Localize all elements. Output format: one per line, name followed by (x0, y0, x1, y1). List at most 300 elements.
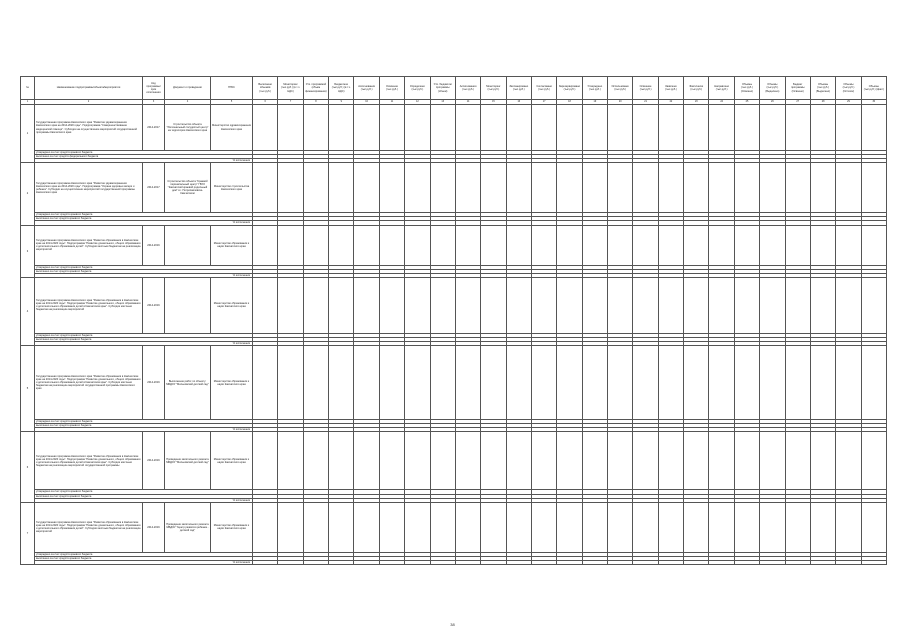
value-cell (810, 105, 835, 151)
value-cell (785, 105, 810, 151)
header-grbs: ГРБС (211, 77, 253, 100)
value-cell (709, 432, 734, 490)
value-cell (836, 560, 861, 564)
table-row (21, 346, 887, 420)
header-col: Бюджетное (тыс.руб.) (в т.ч. НДС) (329, 77, 354, 100)
header-col: Фактически (тыс.руб.) (684, 77, 709, 100)
program-document: Строительство объекта "Региональный сосудистый центр" на территории Камчатского края (165, 105, 211, 151)
program-document (165, 225, 211, 265)
value-cell (608, 560, 633, 564)
value-cell (810, 277, 835, 333)
value-cell (303, 225, 328, 265)
value-cell (608, 105, 633, 151)
value-cell (278, 346, 303, 420)
value-cell (354, 225, 379, 265)
value-cell (557, 502, 582, 552)
value-cell (684, 163, 709, 213)
header-col: Утв. бюджетом программы (объем) (430, 77, 455, 100)
program-document: Проведение капитального ремонта МБДОУ "Мильковский детский сад" (165, 432, 211, 490)
subrow-label: % исполнения (35, 273, 253, 277)
value-cell (785, 225, 810, 265)
value-cell (506, 277, 531, 333)
value-cell (608, 502, 633, 552)
header-col: Освоение (тыс.руб.) (633, 77, 658, 100)
program-period: 2014-2017 (143, 163, 165, 213)
header-col: Заявлено (тыс.руб.) (658, 77, 683, 100)
value-cell (658, 432, 683, 490)
program-name: Государственная программа Камчатского края "Развитие образования в Камчатском крае на 2014-2020 годы". Подпрограмма "Развитие дошкольного, общего образования и дополнительного образования детей". Субсидии местным бюджетам на реализацию мероприятий (35, 225, 143, 265)
value-cell (836, 346, 861, 420)
value-cell (861, 432, 886, 490)
row-number: 2 (21, 163, 35, 225)
value-cell (861, 346, 886, 420)
subrow-label: утверждено за счет средств краевого бюджета (35, 552, 253, 556)
column-number: 25 (734, 100, 759, 105)
subrow-label: утверждено за счет средств краевого бюджета (35, 490, 253, 494)
value-cell (329, 105, 354, 151)
value-cell (405, 277, 430, 333)
column-number: 11 (379, 100, 404, 105)
value-cell (303, 502, 328, 552)
value-cell (658, 277, 683, 333)
program-grbs: Министерство образования и науки Камчатского края (211, 432, 253, 490)
value-cell (633, 277, 658, 333)
header-col: Бюджет программы (Освоено) (785, 77, 810, 100)
column-number: 28 (810, 100, 835, 105)
value-cell (684, 432, 709, 490)
table-row (21, 105, 887, 151)
column-number: 18 (557, 100, 582, 105)
value-cell (329, 432, 354, 490)
program-period: 2014-2017 (143, 105, 165, 151)
header-col: Ассигнования (тыс.руб.) (455, 77, 480, 100)
page-number: 38 (450, 622, 455, 627)
column-number: 22 (658, 100, 683, 105)
column-number: 16 (506, 100, 531, 105)
value-cell (684, 346, 709, 420)
column-number: 27 (785, 100, 810, 105)
column-number: 4 (165, 100, 211, 105)
report-table (20, 76, 887, 565)
value-cell (760, 163, 785, 213)
value-cell (278, 105, 303, 151)
value-cell (430, 225, 455, 265)
header-col: Утверждено (тыс.руб.) (582, 77, 607, 100)
program-grbs: Министерство образования и науки Камчатского края (211, 225, 253, 265)
value-cell (430, 502, 455, 552)
value-cell (734, 502, 759, 552)
value-cell (303, 432, 328, 490)
value-cell (633, 560, 658, 564)
subrow-label: выполнено за счет средств краевого бюджета (35, 556, 253, 560)
value-cell (455, 277, 480, 333)
value-cell (531, 225, 556, 265)
value-cell (557, 105, 582, 151)
value-cell (506, 225, 531, 265)
value-cell (633, 432, 658, 490)
subrow-label: выполнено за счет средств краевого бюджета (35, 494, 253, 498)
value-cell (861, 560, 886, 564)
program-period: 2014-2016 (143, 346, 165, 420)
value-cell (405, 225, 430, 265)
program-document: Проведение капитального ремонта МБДОУ "Центр развития ребенка - детский сад" (165, 502, 211, 552)
value-cell (354, 105, 379, 151)
header-col: Определено (тыс.руб.) (405, 77, 430, 100)
value-cell (303, 346, 328, 420)
table-subrow (21, 560, 887, 564)
value-cell (253, 225, 278, 265)
program-period: 2014-2016 (143, 225, 165, 265)
value-cell (379, 163, 404, 213)
value-cell (405, 502, 430, 552)
value-cell (810, 346, 835, 420)
value-cell (785, 560, 810, 564)
value-cell (658, 225, 683, 265)
value-cell (455, 346, 480, 420)
program-name: Государственная программа Камчатского края "Развитие здравоохранения Камчатского края на 2014-2020 годы". Подпрограмма "Охрана здоровья матери и ребенка". Субсидии на осуществление мероприятий государственной программы Камчатского края (35, 163, 143, 213)
value-cell (430, 432, 455, 490)
value-cell (734, 560, 759, 564)
row-number: 5 (21, 346, 35, 432)
value-cell (455, 105, 480, 151)
value-cell (582, 163, 607, 213)
value-cell (379, 432, 404, 490)
header-col: Согласовано (тыс.руб.) (531, 77, 556, 100)
value-cell (506, 163, 531, 213)
value-cell (354, 432, 379, 490)
value-cell (278, 432, 303, 490)
value-cell (684, 502, 709, 552)
header-date: Код программы/ срок исполнения (143, 77, 165, 100)
column-number: 19 (582, 100, 607, 105)
value-cell (785, 502, 810, 552)
value-cell (455, 432, 480, 490)
value-cell (836, 277, 861, 333)
value-cell (481, 432, 506, 490)
value-cell (481, 502, 506, 552)
value-cell (760, 277, 785, 333)
row-number: 7 (21, 502, 35, 564)
subrow-label: % исполнения (35, 498, 253, 502)
value-cell (253, 105, 278, 151)
header-col: Объемы (тыс.руб.) (Выделено) (760, 77, 785, 100)
value-cell (481, 277, 506, 333)
value-cell (760, 105, 785, 151)
subrow-label: % исполнения (35, 221, 253, 225)
value-cell (430, 560, 455, 564)
value-cell (633, 163, 658, 213)
value-cell (734, 163, 759, 213)
value-cell (481, 105, 506, 151)
value-cell (379, 560, 404, 564)
header-col: Объемы (тыс.руб.) (Выделено) (810, 77, 835, 100)
program-name: Государственная программа Камчатского края "Развитие здравоохранения Камчатского края на 2014-2020 годы". Подпрограмма "Совершенствование медицинской помощи". Субсидии на осуществление мероприятий государственной программы Камчатского края (35, 105, 143, 151)
value-cell (531, 560, 556, 564)
row-number: 4 (21, 277, 35, 345)
column-number: 15 (481, 100, 506, 105)
value-cell (506, 346, 531, 420)
header-col: Запланировано (тыс.руб.) (506, 77, 531, 100)
value-cell (608, 432, 633, 490)
value-cell (608, 225, 633, 265)
column-number: 9 (329, 100, 354, 105)
value-cell (354, 277, 379, 333)
value-cell (329, 163, 354, 213)
value-cell (506, 560, 531, 564)
value-cell (608, 346, 633, 420)
value-cell (658, 346, 683, 420)
value-cell (684, 277, 709, 333)
program-grbs: Министерство образования и науки Камчатского края (211, 502, 253, 552)
value-cell (861, 502, 886, 552)
value-cell (506, 105, 531, 151)
column-number: 23 (684, 100, 709, 105)
value-cell (379, 277, 404, 333)
column-number: 17 (531, 100, 556, 105)
subrow-label: утверждено за счет средств краевого бюджета (35, 265, 253, 269)
value-cell (760, 225, 785, 265)
value-cell (278, 225, 303, 265)
column-number: 2 (35, 100, 143, 105)
value-cell (506, 432, 531, 490)
subrow-label: % исполнения (35, 560, 253, 564)
value-cell (608, 163, 633, 213)
value-cell (253, 560, 278, 564)
value-cell (785, 163, 810, 213)
value-cell (633, 346, 658, 420)
value-cell (709, 346, 734, 420)
value-cell (455, 560, 480, 564)
value-cell (557, 277, 582, 333)
subrow-label: выполнено за счет средств краевого бюджета (35, 337, 253, 341)
column-number: 20 (608, 100, 633, 105)
program-name: Государственная программа Камчатского края "Развитие образования в Камчатском крае на 2014-2020 годы". Подпрограмма "Развитие дошкольного, общего образования и дополнительного образования детей в Камчатском крае". Субсидии местным бюджетам на реализацию мероприятий государственной программы (35, 432, 143, 490)
value-cell (253, 346, 278, 420)
value-cell (582, 432, 607, 490)
value-cell (658, 105, 683, 151)
value-cell (760, 560, 785, 564)
value-cell (836, 502, 861, 552)
value-cell (836, 163, 861, 213)
header-col: Объемы (тыс.руб.) (Освоено) (734, 77, 759, 100)
header-col: Зарезервировано (тыс.руб.) (557, 77, 582, 100)
value-cell (379, 346, 404, 420)
subrow-label: % исполнения (35, 428, 253, 432)
value-cell (278, 163, 303, 213)
value-cell (405, 560, 430, 564)
value-cell (303, 277, 328, 333)
value-cell (658, 502, 683, 552)
value-cell (785, 346, 810, 420)
value-cell (633, 105, 658, 151)
subrow-label: % исполнения (35, 342, 253, 346)
column-number: 7 (278, 100, 303, 105)
value-cell (405, 432, 430, 490)
value-cell (836, 432, 861, 490)
column-number: 13 (430, 100, 455, 105)
table-row (21, 225, 887, 265)
value-cell (658, 163, 683, 213)
program-document (165, 277, 211, 333)
column-number: 5 (211, 100, 253, 105)
subrow-label: утверждено за счет средств краевого бюджета (35, 151, 253, 155)
column-number: 29 (836, 100, 861, 105)
subrow-label: выполнено за счет средств федерального бюджета (35, 155, 253, 159)
header-col: Мониторинг (тыс.руб.) (481, 77, 506, 100)
column-number: 12 (405, 100, 430, 105)
value-cell (430, 163, 455, 213)
value-cell (608, 277, 633, 333)
value-cell (253, 502, 278, 552)
value-cell (760, 346, 785, 420)
program-document: Выполнение работ по объекту: МБДОУ "Мильковский детский сад" (165, 346, 211, 420)
value-cell (582, 346, 607, 420)
value-cell (430, 277, 455, 333)
value-cell (354, 163, 379, 213)
value-cell (582, 225, 607, 265)
value-cell (861, 163, 886, 213)
value-cell (633, 502, 658, 552)
row-number: 3 (21, 225, 35, 277)
subrow-label: утверждено за счет средств краевого бюджета (35, 333, 253, 337)
value-cell (810, 225, 835, 265)
value-cell (861, 105, 886, 151)
program-period: 2014-2016 (143, 277, 165, 333)
header-col: Ассигнования (тыс.руб.) (354, 77, 379, 100)
program-period: 2014-2016 (143, 502, 165, 552)
value-cell (709, 105, 734, 151)
column-number: 8 (303, 100, 328, 105)
subrow-label: выполнено за счет средств краевого бюджета (35, 424, 253, 428)
value-cell (531, 502, 556, 552)
value-cell (303, 560, 328, 564)
column-number: 26 (760, 100, 785, 105)
value-cell (582, 277, 607, 333)
value-cell (557, 560, 582, 564)
column-number: 3 (143, 100, 165, 105)
value-cell (531, 163, 556, 213)
value-cell (253, 163, 278, 213)
value-cell (557, 432, 582, 490)
value-cell (760, 432, 785, 490)
value-cell (481, 163, 506, 213)
value-cell (557, 225, 582, 265)
value-cell (329, 346, 354, 420)
value-cell (329, 560, 354, 564)
value-cell (658, 560, 683, 564)
value-cell (734, 432, 759, 490)
header-col: Использовано (тыс.руб.) (608, 77, 633, 100)
header-row (21, 77, 887, 100)
value-cell (430, 346, 455, 420)
table-row (21, 502, 887, 552)
program-document: Строительство объекта "Краевой перинатальный центр" ГБУЗ "Камчатский краевой родильный дом" в г. Петропавловске-Камчатском (165, 163, 211, 213)
program-name: Государственная программа Камчатского края "Развитие образования в Камчатском крае на 2014-2020 годы". Подпрограмма "Развитие дошкольного, общего образования и дополнительного образования детей". Субсидии местным бюджетам на реализацию мероприятий (35, 502, 143, 552)
value-cell (253, 432, 278, 490)
value-cell (709, 502, 734, 552)
value-cell (734, 346, 759, 420)
value-cell (861, 277, 886, 333)
value-cell (709, 225, 734, 265)
value-cell (506, 502, 531, 552)
value-cell (405, 346, 430, 420)
header-col: Освоение (тыс.руб.) (379, 77, 404, 100)
value-cell (734, 277, 759, 333)
header-col: Объемы (тыс.руб.) (Остаток) (836, 77, 861, 100)
value-cell (582, 502, 607, 552)
column-number: 1 (21, 100, 35, 105)
row-number: 1 (21, 105, 35, 163)
value-cell (531, 105, 556, 151)
column-number: 21 (633, 100, 658, 105)
program-grbs: Министерство строительства Камчатского края (211, 163, 253, 213)
value-cell (481, 560, 506, 564)
value-cell (709, 560, 734, 564)
value-cell (531, 277, 556, 333)
value-cell (810, 432, 835, 490)
value-cell (531, 346, 556, 420)
value-cell (379, 105, 404, 151)
value-cell (861, 225, 886, 265)
subrow-label: выполнено за счет средств краевого бюджета (35, 269, 253, 273)
value-cell (303, 105, 328, 151)
header-col: Объемы (тыс.руб.) (факт) (861, 77, 886, 100)
value-cell (709, 163, 734, 213)
table-row (21, 277, 887, 333)
header-col: Выполнено объемов (тыс.руб.) (253, 77, 278, 100)
subrow-label: утверждено за счет средств краевого бюджета (35, 420, 253, 424)
header-name: Наименование подпрограммы/объекта/мероприятия (35, 77, 143, 100)
value-cell (760, 502, 785, 552)
value-cell (785, 432, 810, 490)
column-number: 14 (455, 100, 480, 105)
value-cell (633, 225, 658, 265)
value-cell (810, 560, 835, 564)
value-cell (684, 225, 709, 265)
program-grbs: Министерство здравоохранения Камчатского края (211, 105, 253, 151)
value-cell (734, 225, 759, 265)
value-cell (836, 105, 861, 151)
table-row (21, 163, 887, 213)
header-doc: Документ о проведении (165, 77, 211, 100)
value-cell (684, 560, 709, 564)
value-cell (329, 502, 354, 552)
program-grbs: Министерство образования и науки Камчатского края (211, 277, 253, 333)
program-grbs: Министерство образования и науки Камчатского края (211, 346, 253, 420)
value-cell (329, 225, 354, 265)
value-cell (785, 277, 810, 333)
column-number: 30 (861, 100, 886, 105)
value-cell (278, 502, 303, 552)
subrow-label: утверждено за счет средств краевого бюджета (35, 213, 253, 217)
value-cell (354, 346, 379, 420)
program-name: Государственная программа Камчатского края "Развитие образования в Камчатском крае на 2014-2020 годы". Подпрограмма "Развитие дошкольного, общего образования и дополнительного образования детей в Камчатском крае". Субсидии местным бюджетам на реализацию мероприятий государственной программы Камчатского края (35, 346, 143, 420)
value-cell (303, 163, 328, 213)
program-period: 2014-2016 (143, 432, 165, 490)
value-cell (481, 225, 506, 265)
value-cell (810, 502, 835, 552)
value-cell (557, 163, 582, 213)
value-cell (455, 225, 480, 265)
subrow-label: выполнено за счет средств краевого бюджета (35, 217, 253, 221)
value-cell (582, 560, 607, 564)
row-number: 6 (21, 432, 35, 502)
value-cell (455, 163, 480, 213)
value-cell (531, 432, 556, 490)
header-col: Мониторинг (тыс.руб.) (в т.ч. НДС) (278, 77, 303, 100)
value-cell (405, 105, 430, 151)
value-cell (430, 105, 455, 151)
